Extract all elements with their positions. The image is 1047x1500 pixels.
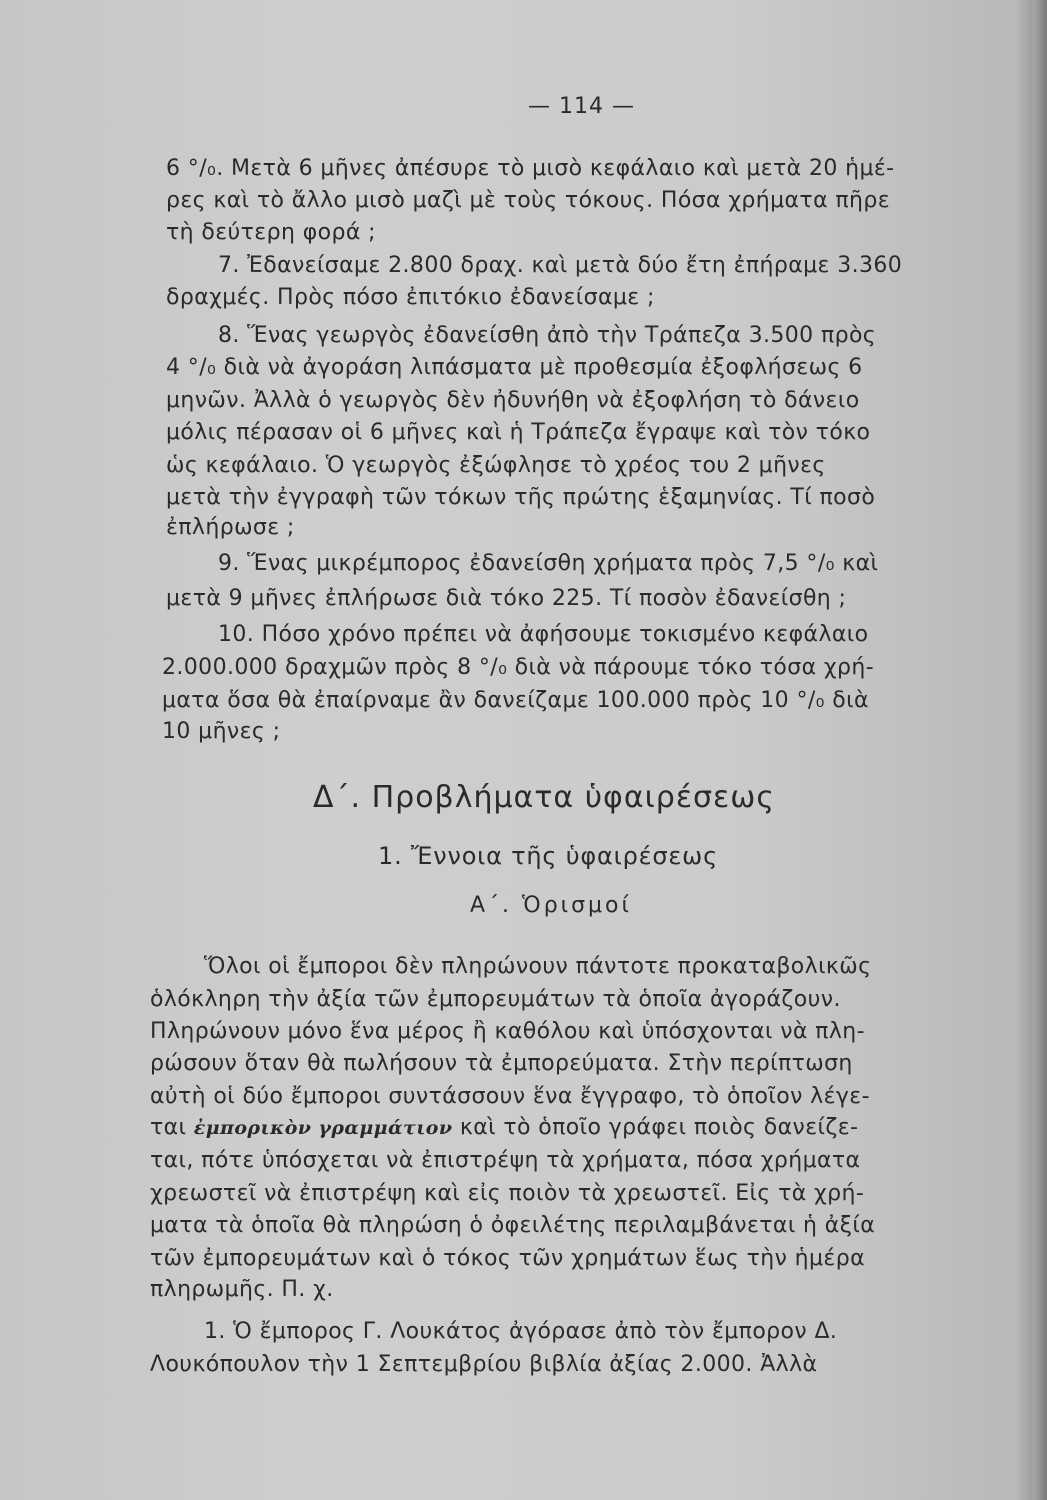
text-line: 10 μῆνες ; <box>162 719 281 744</box>
text-line: μετὰ τὴν ἐγγραφὴ τῶν τόκων τῆς πρώτης ἑξαμηνίας. Τί ποσὸ <box>166 485 876 510</box>
text-fragment: καὶ τὸ ὁποῖο γράφει ποιὸς δανείζε- <box>452 1115 859 1140</box>
text-line: 2.000.000 δραχμῶν πρὸς 8 °/₀ διὰ νὰ πάρουμε τόκο τόσα χρή- <box>162 655 875 680</box>
text-line: 9. Ἕνας μικρέμπορος ἐδανείσθη χρήματα πρὸς 7,5 °/₀ καὶ <box>218 551 879 576</box>
section-heading: Δ΄. Προβλήματα ὑφαιρέσεως <box>313 780 775 815</box>
text-line: Λουκόπουλον τὴν 1 Σεπτεμβρίου βιβλία ἀξίας 2.000. Ἀλλὰ <box>150 1352 818 1377</box>
text-line-with-term <box>150 1113 858 1143</box>
text-line: ὁλόκληρη τὴν ἀξία τῶν ἐμπορευμάτων τὰ ὁποῖα ἀγοράζουν. <box>150 987 841 1012</box>
text-line: ρες καὶ τὸ ἄλλο μισὸ μαζὶ μὲ τοὺς τόκους. Πόσα χρήματα πῆρε <box>166 188 891 213</box>
page-edge <box>1033 0 1047 1500</box>
text-line: Ὅλοι οἱ ἔμποροι δὲν πληρώνουν πάντοτε προκαταβολικῶς <box>204 954 872 979</box>
text-line: 4 °/₀ διὰ νὰ ἀγοράση λιπάσματα μὲ προθεσμία ἐξοφλήσεως 6 <box>166 355 863 380</box>
text-line: χρεωστεῖ νὰ ἐπιστρέψη καὶ εἰς ποιὸν τὰ χρεωστεῖ. Εἰς τὰ χρή- <box>150 1181 865 1206</box>
text-line: 6 °/₀. Μετὰ 6 μῆνες ἀπέσυρε τὸ μισὸ κεφάλαιο καὶ μετὰ 20 ἡμέ- <box>166 156 895 181</box>
text-line: μόλις πέρασαν οἱ 6 μῆνες καὶ ἡ Τράπεζα ἔγραψε καὶ τὸν τόκο <box>166 420 871 445</box>
subsubsection-heading: Α΄. Ὁρισμοί <box>470 893 632 918</box>
text-line: αὐτὴ οἱ δύο ἔμποροι συντάσσουν ἕνα ἔγγραφο, τὸ ὁποῖον λέγε- <box>150 1084 870 1109</box>
text-line: ἐπλήρωσε ; <box>166 515 295 540</box>
page-number: — 114 — <box>528 94 635 119</box>
text-line: ρώσουν ὅταν θὰ πωλήσουν τὰ ἐμπορεύματα. Στὴν περίπτωση <box>150 1051 853 1076</box>
text-line: τῶν ἐμπορευμάτων καὶ ὁ τόκος τῶν χρημάτων ἕως τὴν ἡμέρα <box>150 1246 865 1271</box>
text-line: 1. Ὁ ἔμπορος Γ. Λουκάτος ἀγόρασε ἀπὸ τὸν ἔμπορον Δ. <box>204 1319 838 1344</box>
text-line: 10. Πόσο χρόνο πρέπει νὰ ἀφήσουμε τοκισμένο κεφάλαιο <box>218 622 869 647</box>
text-line: μηνῶν. Ἀλλὰ ὁ γεωργὸς δὲν ἠδυνήθη νὰ ἐξοφλήση τὸ δάνειο <box>166 388 860 413</box>
text-line: ματα ὅσα θὰ ἐπαίρναμε ἂν δανείζαμε 100.000 πρὸς 10 °/₀ διὰ <box>162 688 869 713</box>
text-line: Πληρώνουν μόνο ἕνα μέρος ἢ καθόλου καὶ ὑπόσχονται νὰ πλη- <box>150 1019 865 1044</box>
term-emphasis: ἐμπορικὸν γραμμάτιον <box>193 1117 453 1139</box>
text-line: 8. Ἕνας γεωργὸς ἐδανείσθη ἀπὸ τὴν Τράπεζα 3.500 πρὸς <box>218 323 877 348</box>
text-fragment: ται <box>150 1115 194 1140</box>
subsection-heading: 1. Ἔννοια τῆς ὑφαιρέσεως <box>378 842 718 870</box>
text-line: μετὰ 9 μῆνες ἐπλήρωσε διὰ τόκο 225. Τί ποσὸν ἐδανείσθη ; <box>166 586 847 611</box>
text-line: ται, πότε ὑπόσχεται νὰ ἐπιστρέψη τὰ χρήματα, πόσα χρήματα <box>150 1148 861 1173</box>
text-line: πληρωμῆς. Π. χ. <box>150 1277 334 1302</box>
text-line: ὡς κεφάλαιο. Ὁ γεωργὸς ἐξώφλησε τὸ χρέος του 2 μῆνες <box>166 453 826 478</box>
text-line: δραχμές. Πρὸς πόσο ἐπιτόκιο ἐδανείσαμε ; <box>166 285 655 310</box>
text-line: ματα τὰ ὁποῖα θὰ πληρώση ὁ ὀφειλέτης περιλαμβάνεται ἡ ἀξία <box>150 1213 876 1238</box>
text-line: τὴ δεύτερη φορά ; <box>166 220 376 245</box>
text-line: 7. Ἐδανείσαμε 2.800 δραχ. καὶ μετὰ δύο ἔτη ἐπήραμε 3.360 <box>218 253 903 278</box>
